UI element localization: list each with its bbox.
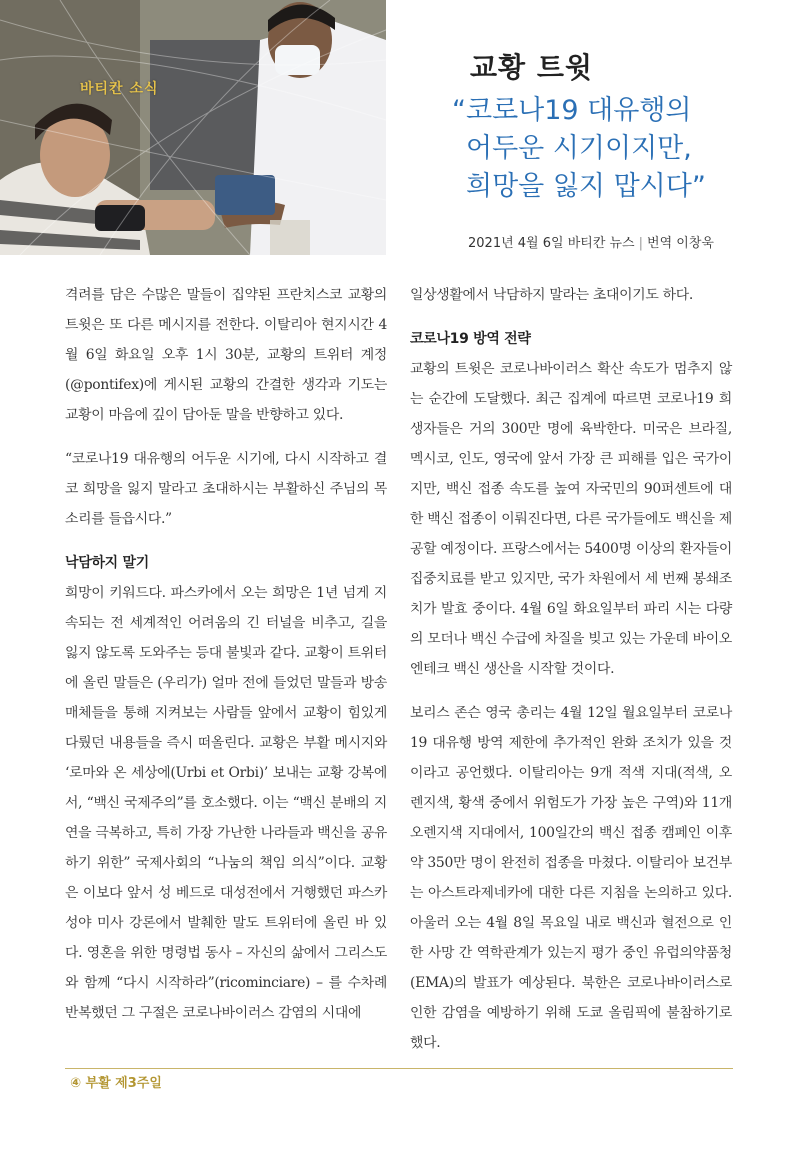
article-subtitle — [452, 92, 706, 206]
paragraph: 보리스 존슨 영국 총리는 4월 12일 월요일부터 코로나19 대유행 방역 제한에 추가적인 완화 조치가 있을 것이라고 공언했다. 이탈리아는 9개 적색 지대(적색, 오렌지색, 황색 중에서 위험도가 가장 높은 구역)와 11개 오렌지색 지대에서, 100일간의 백신 접종 캠페인 이후 약 350만 명이 완전히 접종을 마쳤다. 이탈리아 보건부는 아스트라제네카에 대한 다른 지침을 논의하고 있다. 아울러 오는 4월 8일 목요일 내로 백신과 혈전으로 인한 사망 간 역학관계가 있는지 평가 중인 유럽의약품청(EMA)의 발표가 예상된다. 북한은 코로나바이러스로 인한 감염을 예방하기 위해 도쿄 올림픽에 불참하기로 했다. — [410, 705, 732, 1051]
subtitle-line: “코로나19 대유행의 — [452, 95, 692, 126]
byline-separator: | — [638, 236, 644, 251]
section-label: 바티칸 소식 — [80, 81, 159, 97]
section-heading: 코로나19 방역 전략 — [410, 331, 531, 347]
paragraph: 격려를 담은 수많은 말들이 집약된 프란치스코 교황의 트윗은 또 다른 메시지를 전한다. 이탈리아 현지시간 4월 6일 화요일 오후 1시 30분, 교황의 트위터 계정(@pontifex)에 게시된 교황의 간결한 생각과 기도는 교황이 마음에 깊이 담아둔 말을 반향하고 있다. — [65, 287, 387, 423]
paragraph: 일상생활에서 낙담하지 말라는 초대이기도 하다. — [410, 287, 693, 303]
paragraph: 희망이 키워드다. 파스카에서 오는 희망은 1년 넘게 지속되는 전 세계적인 어려움의 긴 터널을 비추고, 길을 잃지 않도록 도와주는 등대 불빛과 같다. 교황이 트위터에 올린 말들은 (우리가) 얼마 전에 들었던 말들과 방송매체들을 통해 지켜보는 사람들 앞에서 교황이 힘있게 다뤘던 내용들을 즉시 떠올린다. 교황은 부활 메시지와 ‘로마와 온 세상에(Urbi et Orbi)’ 보내는 교황 강복에서, “백신 국제주의”를 호소했다. 이는 “백신 분배의 지연을 극복하고, 특히 가장 가난한 나라들과 백신을 공유하기 위한” 국제사회의 “나눔의 책임 의식”이다. 교황은 이보다 앞서 성 베드로 대성전에서 거행했던 파스카 성야 미사 강론에서 발췌한 말도 트위터에 올린 바 있다. 영혼을 위한 명령법 동사 – 자신의 삶에서 그리스도와 함께 “다시 시작하라”(ricominciare) – 를 수차례 반복했던 그 구절은 코로나바이러스 감염의 시대에 — [65, 585, 387, 1021]
article-title: 교황 트윗 — [470, 51, 593, 84]
byline — [468, 232, 714, 251]
header-photo — [0, 0, 386, 255]
paragraph: 교황의 트윗은 코로나바이러스 확산 속도가 멈추지 않는 순간에 도달했다. 최근 집계에 따르면 코로나19 희생자들은 거의 300만 명에 육박한다. 미국은 브라질, 멕시코, 인도, 영국에 앞서 가장 큰 피해를 입은 국가이지만, 백신 접종 속도를 높여 자국민의 90퍼센트에 대한 백신 접종이 이뤄진다면, 다른 국가들에도 백신을 제공할 예정이다. 프랑스에서는 5400명 이상의 환자들이 집중치료를 받고 있지만, 국가 차원에서 세 번째 봉쇄조치가 발효 중이다. 4월 6일 화요일부터 파리 시는 다량의 모더나 백신 수급에 차질을 빚고 있는 가운데 바이오엔테크 백신 생산을 시작할 것이다. — [410, 361, 732, 677]
right-column — [410, 280, 732, 1072]
byline-translator: 번역 이창욱 — [647, 236, 714, 251]
subtitle-line: 희망을 잃지 맙시다” — [466, 171, 706, 202]
footer-divider — [65, 1068, 733, 1069]
subtitle-line: 어두운 시기이지만, — [466, 133, 692, 164]
vaccination-photo-illustration — [0, 0, 386, 255]
page-footer: ④ 부활 제3주일 — [70, 1076, 162, 1091]
quote-paragraph: “코로나19 대유행의 어두운 시기에, 다시 시작하고 결코 희망을 잃지 말라고 초대하시는 부활하신 주님의 목소리를 들읍시다.” — [65, 451, 387, 527]
section-heading: 낙담하지 말기 — [65, 555, 149, 571]
left-column — [65, 280, 387, 1042]
byline-source: 2021년 4월 6일 바티칸 뉴스 — [468, 236, 635, 251]
